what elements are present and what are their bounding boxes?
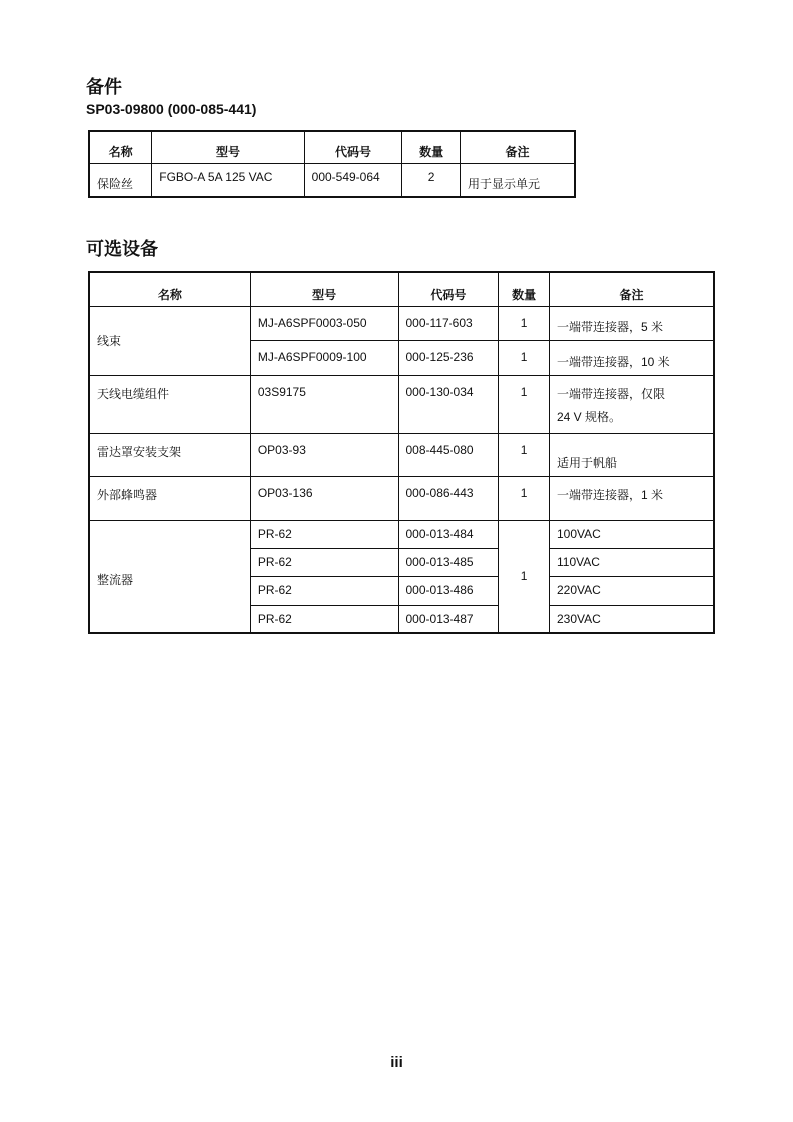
table-header-row	[89, 131, 575, 163]
spare-parts-heading: 备件	[86, 77, 122, 98]
header-code: 代码号	[304, 131, 402, 163]
table-row	[89, 433, 714, 476]
cell-code: 000-013-486	[398, 576, 499, 605]
remarks-line: 一端带连接器，仅限	[556, 386, 665, 401]
cell-model: PR-62	[250, 548, 398, 576]
cell-remarks: 一端带连接器，1 米	[549, 476, 714, 520]
cell-code: 000-013-484	[398, 520, 499, 548]
cell-name: 线束	[89, 306, 250, 375]
cell-remarks: 一端带连接器，5 米	[549, 306, 714, 340]
header-model: 型号	[152, 131, 304, 163]
cell-code: 008-445-080	[398, 433, 499, 476]
cell-code: 000-013-485	[398, 548, 499, 576]
cell-model: MJ-A6SPF0003-050	[250, 306, 398, 340]
cell-name: 天线电缆组件	[89, 375, 250, 433]
cell-remarks: 用于显示单元	[461, 163, 576, 197]
cell-remarks: 110VAC	[549, 548, 714, 576]
cell-model: 03S9175	[250, 375, 398, 433]
cell-qty: 1	[499, 306, 550, 340]
cell-qty: 2	[402, 163, 461, 197]
cell-code: 000-086-443	[398, 476, 499, 520]
cell-qty: 1	[499, 476, 550, 520]
cell-remarks: 一端带连接器，10 米	[549, 340, 714, 375]
table-header-row	[89, 272, 714, 306]
cell-model: MJ-A6SPF0009-100	[250, 340, 398, 375]
table-row	[89, 163, 575, 197]
header-qty: 数量	[499, 272, 550, 306]
cell-remarks: 220VAC	[549, 576, 714, 605]
cell-model: PR-62	[250, 605, 398, 633]
spare-parts-table	[88, 130, 576, 198]
cell-code: 000-125-236	[398, 340, 499, 375]
table-row	[89, 476, 714, 520]
cell-remarks: 230VAC	[549, 605, 714, 633]
table-row	[89, 306, 714, 340]
header-code: 代码号	[398, 272, 499, 306]
table-row	[89, 520, 714, 548]
cell-name: 整流器	[89, 520, 250, 633]
spare-set-code: SP03-09800 (000-085-441)	[86, 101, 257, 117]
cell-remarks	[549, 375, 714, 433]
header-qty: 数量	[402, 131, 461, 163]
cell-model: PR-62	[250, 576, 398, 605]
header-remarks: 备注	[549, 272, 714, 306]
cell-remarks: 100VAC	[549, 520, 714, 548]
cell-name: 雷达罩安装支架	[89, 433, 250, 476]
cell-model: FGBO-A 5A 125 VAC	[152, 163, 304, 197]
header-name: 名称	[89, 131, 152, 163]
cell-name: 外部蜂鸣器	[89, 476, 250, 520]
header-model: 型号	[250, 272, 398, 306]
cell-qty: 1	[499, 375, 550, 433]
cell-model: OP03-93	[250, 433, 398, 476]
cell-qty: 1	[499, 520, 550, 633]
remarks-line: 24 V 规格。	[556, 409, 622, 424]
cell-model: PR-62	[250, 520, 398, 548]
optional-equipment-table	[88, 271, 715, 634]
page-number: iii	[390, 1054, 403, 1071]
cell-remarks: 适用于帆船	[549, 433, 714, 476]
cell-code: 000-549-064	[304, 163, 402, 197]
optional-equipment-heading: 可选设备	[86, 239, 158, 260]
cell-model: OP03-136	[250, 476, 398, 520]
cell-name: 保险丝	[89, 163, 152, 197]
cell-code: 000-130-034	[398, 375, 499, 433]
header-remarks: 备注	[461, 131, 576, 163]
table-row	[89, 375, 714, 433]
cell-qty: 1	[499, 433, 550, 476]
cell-qty: 1	[499, 340, 550, 375]
cell-code: 000-013-487	[398, 605, 499, 633]
header-name: 名称	[89, 272, 250, 306]
cell-code: 000-117-603	[398, 306, 499, 340]
